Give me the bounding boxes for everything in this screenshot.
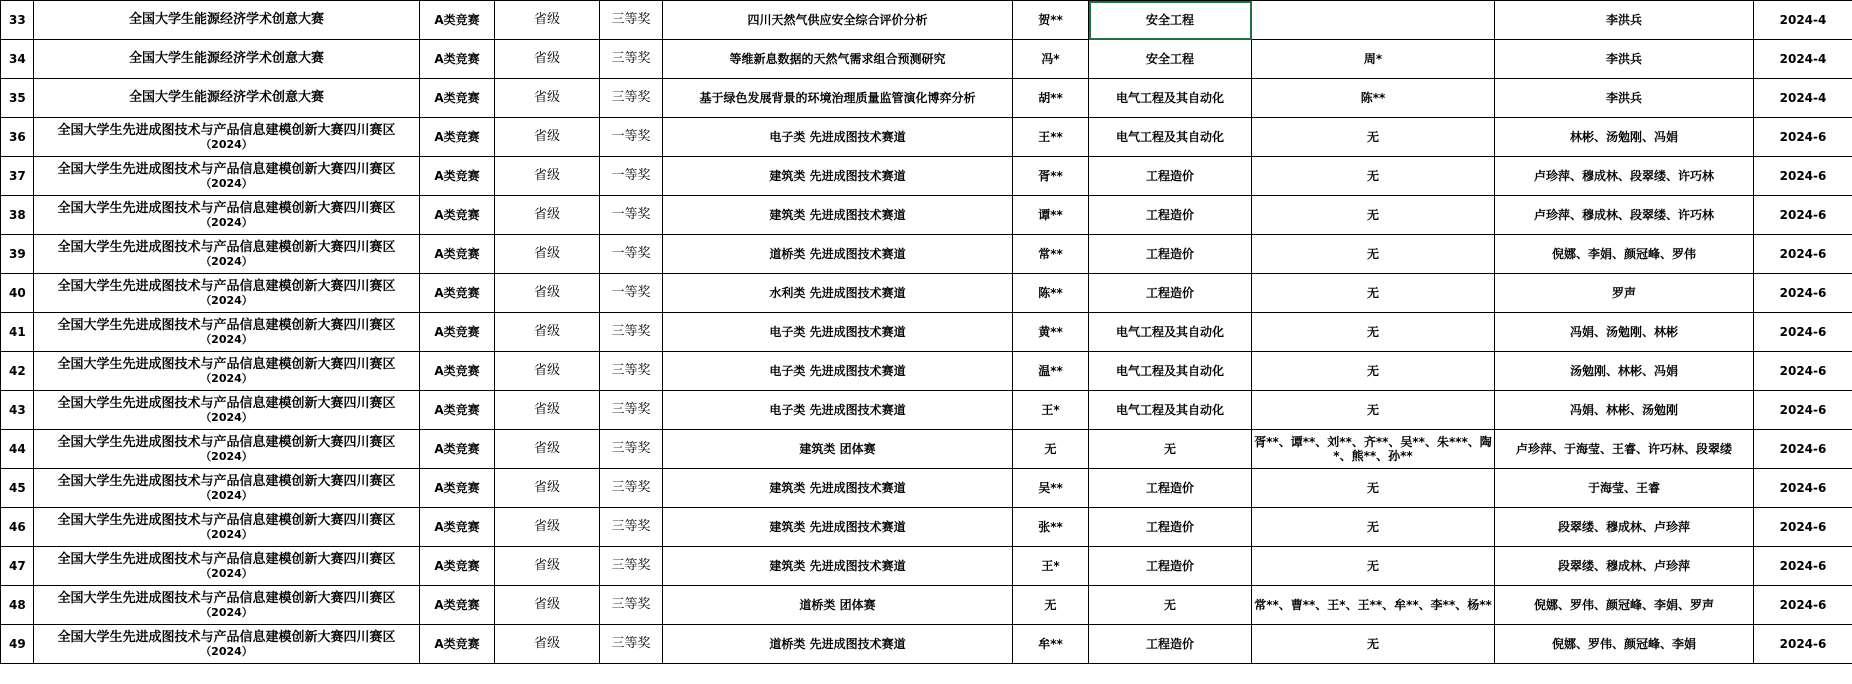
table-row (1, 40, 1852, 79)
category-cell[interactable]: A类竞赛 (420, 118, 495, 157)
prize-cell[interactable]: 三等奖 (600, 547, 663, 586)
competition-year: （2024） (200, 215, 253, 229)
category-cell[interactable]: A类竞赛 (420, 235, 495, 274)
major-cell[interactable]: 无 (1089, 430, 1252, 469)
competition-year: （2024） (200, 410, 253, 424)
major-cell[interactable]: 电气工程及其自动化 (1089, 313, 1252, 352)
competition-cell[interactable] (34, 118, 420, 157)
competition-name: 全国大学生先进成图技术与产品信息建模创新大赛四川赛区 (57, 629, 396, 645)
table-row (1, 313, 1852, 352)
members-cell[interactable]: 无 (1252, 391, 1495, 430)
competition-name: 全国大学生先进成图技术与产品信息建模创新大赛四川赛区 (57, 395, 396, 411)
prize-cell[interactable]: 三等奖 (600, 391, 663, 430)
major-cell[interactable]: 工程造价 (1089, 196, 1252, 235)
advisor-cell[interactable]: 段翠缕、穆成林、卢珍萍 (1495, 547, 1754, 586)
table-row (1, 469, 1852, 508)
project-title-cell[interactable]: 电子类 先进成图技术赛道 (663, 118, 1013, 157)
advisor-cell[interactable]: 段翠缕、穆成林、卢珍萍 (1495, 508, 1754, 547)
members-cell[interactable]: 无 (1252, 313, 1495, 352)
student-cell[interactable]: 牟** (1013, 625, 1089, 664)
members-cell[interactable]: 无 (1252, 118, 1495, 157)
date-cell[interactable]: 2024-6 (1754, 508, 1852, 547)
level-cell[interactable]: 省级 (495, 469, 600, 508)
level-cell[interactable]: 省级 (495, 352, 600, 391)
advisor-cell[interactable]: 李洪兵 (1495, 40, 1754, 79)
table-row (1, 391, 1852, 430)
members-cell[interactable]: 无 (1252, 625, 1495, 664)
members-cell[interactable]: 胥**、谭**、刘**、齐**、吴**、朱***、陶*、熊**、孙** (1252, 430, 1495, 469)
date-cell[interactable]: 2024-6 (1754, 235, 1852, 274)
advisor-cell[interactable]: 汤勉刚、林彬、冯娟 (1495, 352, 1754, 391)
competition-year: （2024） (200, 644, 253, 658)
row-number-cell[interactable]: 35 (1, 79, 34, 118)
competition-name: 全国大学生先进成图技术与产品信息建模创新大赛四川赛区 (57, 317, 396, 333)
project-title-cell[interactable]: 建筑类 先进成图技术赛道 (663, 196, 1013, 235)
date-cell[interactable]: 2024-6 (1754, 157, 1852, 196)
table-row (1, 235, 1852, 274)
competition-name: 全国大学生先进成图技术与产品信息建模创新大赛四川赛区 (57, 356, 396, 372)
competition-name: 全国大学生先进成图技术与产品信息建模创新大赛四川赛区 (57, 434, 396, 450)
major-cell[interactable]: 工程造价 (1089, 274, 1252, 313)
level-cell[interactable]: 省级 (495, 508, 600, 547)
student-cell[interactable]: 冯* (1013, 40, 1089, 79)
student-cell[interactable]: 胡** (1013, 79, 1089, 118)
level-cell[interactable]: 省级 (495, 118, 600, 157)
major-cell[interactable]: 安全工程 (1089, 40, 1252, 79)
level-cell[interactable]: 省级 (495, 196, 600, 235)
members-cell[interactable]: 无 (1252, 196, 1495, 235)
advisor-cell[interactable]: 冯娟、林彬、汤勉刚 (1495, 391, 1754, 430)
competition-cell[interactable] (34, 586, 420, 625)
category-cell[interactable]: A类竞赛 (420, 508, 495, 547)
level-cell[interactable]: 省级 (495, 40, 600, 79)
date-cell[interactable]: 2024-6 (1754, 313, 1852, 352)
members-cell[interactable]: 常**、曹**、王*、王**、牟**、李**、杨** (1252, 586, 1495, 625)
student-cell[interactable]: 王* (1013, 547, 1089, 586)
members-cell[interactable]: 无 (1252, 469, 1495, 508)
competition-cell[interactable] (34, 391, 420, 430)
competition-name: 全国大学生先进成图技术与产品信息建模创新大赛四川赛区 (57, 512, 396, 528)
category-cell[interactable]: A类竞赛 (420, 313, 495, 352)
date-cell[interactable]: 2024-6 (1754, 469, 1852, 508)
row-number-cell[interactable]: 44 (1, 430, 34, 469)
competition-year: （2024） (200, 371, 253, 385)
prize-cell[interactable]: 三等奖 (600, 586, 663, 625)
advisor-cell[interactable]: 卢珍萍、穆成林、段翠缕、许巧林 (1495, 196, 1754, 235)
student-cell[interactable]: 胥** (1013, 157, 1089, 196)
prize-cell[interactable]: 三等奖 (600, 352, 663, 391)
date-cell[interactable]: 2024-4 (1754, 79, 1852, 118)
row-number-cell[interactable]: 39 (1, 235, 34, 274)
members-cell[interactable]: 无 (1252, 508, 1495, 547)
competition-name: 全国大学生先进成图技术与产品信息建模创新大赛四川赛区 (57, 122, 396, 138)
row-number-cell[interactable]: 34 (1, 40, 34, 79)
major-cell[interactable]: 无 (1089, 586, 1252, 625)
date-cell[interactable]: 2024-6 (1754, 625, 1852, 664)
prize-cell[interactable]: 三等奖 (600, 79, 663, 118)
level-cell[interactable]: 省级 (495, 547, 600, 586)
competition-cell[interactable] (34, 469, 420, 508)
level-cell[interactable]: 省级 (495, 586, 600, 625)
competition-year: （2024） (200, 176, 253, 190)
project-title-cell[interactable]: 电子类 先进成图技术赛道 (663, 391, 1013, 430)
prize-cell[interactable]: 三等奖 (600, 469, 663, 508)
competition-cell[interactable] (34, 79, 420, 118)
row-number-cell[interactable]: 48 (1, 586, 34, 625)
advisor-cell[interactable]: 冯娟、汤勉刚、林彬 (1495, 313, 1754, 352)
prize-cell[interactable]: 一等奖 (600, 274, 663, 313)
competition-cell[interactable] (34, 430, 420, 469)
competition-cell[interactable] (34, 1, 420, 40)
competition-year: （2024） (200, 254, 253, 268)
row-number-cell[interactable]: 49 (1, 625, 34, 664)
category-cell[interactable]: A类竞赛 (420, 352, 495, 391)
project-title-cell[interactable]: 建筑类 先进成图技术赛道 (663, 547, 1013, 586)
category-cell[interactable]: A类竞赛 (420, 79, 495, 118)
project-title-cell[interactable]: 等维新息数据的天然气需求组合预测研究 (663, 40, 1013, 79)
student-cell[interactable]: 温** (1013, 352, 1089, 391)
category-cell[interactable]: A类竞赛 (420, 274, 495, 313)
date-cell[interactable]: 2024-6 (1754, 391, 1852, 430)
project-title-cell[interactable]: 建筑类 先进成图技术赛道 (663, 469, 1013, 508)
project-title-cell[interactable]: 道桥类 先进成图技术赛道 (663, 625, 1013, 664)
table-row (1, 352, 1852, 391)
prize-cell[interactable]: 三等奖 (600, 508, 663, 547)
major-cell[interactable]: 电气工程及其自动化 (1089, 118, 1252, 157)
prize-cell[interactable]: 三等奖 (600, 430, 663, 469)
level-cell[interactable]: 省级 (495, 625, 600, 664)
category-cell[interactable]: A类竞赛 (420, 469, 495, 508)
project-title-cell[interactable]: 建筑类 先进成图技术赛道 (663, 157, 1013, 196)
student-cell[interactable]: 无 (1013, 586, 1089, 625)
competition-name: 全国大学生先进成图技术与产品信息建模创新大赛四川赛区 (57, 551, 396, 567)
date-cell[interactable]: 2024-6 (1754, 196, 1852, 235)
competition-year: （2024） (200, 332, 253, 346)
major-cell[interactable]: 工程造价 (1089, 469, 1252, 508)
category-cell[interactable]: A类竞赛 (420, 40, 495, 79)
category-cell[interactable]: A类竞赛 (420, 1, 495, 40)
competition-year: （2024） (200, 605, 253, 619)
major-cell[interactable]: 安全工程 (1089, 1, 1252, 40)
category-cell[interactable]: A类竞赛 (420, 196, 495, 235)
major-cell[interactable]: 电气工程及其自动化 (1089, 352, 1252, 391)
competition-name: 全国大学生先进成图技术与产品信息建模创新大赛四川赛区 (57, 200, 396, 216)
level-cell[interactable]: 省级 (495, 235, 600, 274)
major-cell[interactable]: 电气工程及其自动化 (1089, 79, 1252, 118)
date-cell[interactable]: 2024-6 (1754, 430, 1852, 469)
table-row (1, 547, 1852, 586)
advisor-cell[interactable]: 倪娜、罗伟、颜冠峰、李娟、罗声 (1495, 586, 1754, 625)
members-cell[interactable]: 无 (1252, 235, 1495, 274)
competition-cell[interactable] (34, 547, 420, 586)
competition-year: （2024） (200, 527, 253, 541)
advisor-cell[interactable]: 于海莹、王睿 (1495, 469, 1754, 508)
project-title-cell[interactable]: 电子类 先进成图技术赛道 (663, 313, 1013, 352)
competition-cell[interactable] (34, 625, 420, 664)
date-cell[interactable]: 2024-6 (1754, 352, 1852, 391)
project-title-cell[interactable]: 电子类 先进成图技术赛道 (663, 352, 1013, 391)
competition-cell[interactable] (34, 157, 420, 196)
level-cell[interactable]: 省级 (495, 1, 600, 40)
student-cell[interactable]: 无 (1013, 430, 1089, 469)
date-cell[interactable]: 2024-6 (1754, 274, 1852, 313)
members-cell[interactable]: 无 (1252, 157, 1495, 196)
major-cell[interactable]: 工程造价 (1089, 625, 1252, 664)
prize-cell[interactable]: 一等奖 (600, 196, 663, 235)
student-cell[interactable]: 王** (1013, 118, 1089, 157)
competition-name: 全国大学生先进成图技术与产品信息建模创新大赛四川赛区 (57, 278, 396, 294)
level-cell[interactable]: 省级 (495, 79, 600, 118)
row-number-cell[interactable]: 42 (1, 352, 34, 391)
project-title-cell[interactable]: 建筑类 团体赛 (663, 430, 1013, 469)
student-cell[interactable]: 黄** (1013, 313, 1089, 352)
category-cell[interactable]: A类竞赛 (420, 391, 495, 430)
level-cell[interactable]: 省级 (495, 157, 600, 196)
level-cell[interactable]: 省级 (495, 274, 600, 313)
prize-cell[interactable]: 三等奖 (600, 625, 663, 664)
row-number-cell[interactable]: 41 (1, 313, 34, 352)
student-cell[interactable]: 吴** (1013, 469, 1089, 508)
student-cell[interactable]: 陈** (1013, 274, 1089, 313)
category-cell[interactable]: A类竞赛 (420, 586, 495, 625)
student-cell[interactable]: 谭** (1013, 196, 1089, 235)
competition-name: 全国大学生能源经济学术创意大赛 (128, 51, 324, 66)
members-cell[interactable]: 周* (1252, 40, 1495, 79)
date-cell[interactable]: 2024-6 (1754, 586, 1852, 625)
advisor-cell[interactable]: 罗声 (1495, 274, 1754, 313)
competition-cell[interactable] (34, 313, 420, 352)
project-title-cell[interactable]: 水利类 先进成图技术赛道 (663, 274, 1013, 313)
advisor-cell[interactable]: 倪娜、李娟、颜冠峰、罗伟 (1495, 235, 1754, 274)
members-cell[interactable]: 无 (1252, 352, 1495, 391)
competition-cell[interactable] (34, 235, 420, 274)
student-cell[interactable]: 张** (1013, 508, 1089, 547)
competition-cell[interactable] (34, 40, 420, 79)
row-number-cell[interactable]: 40 (1, 274, 34, 313)
competition-year: （2024） (200, 293, 253, 307)
row-number-cell[interactable]: 43 (1, 391, 34, 430)
advisor-cell[interactable]: 倪娜、罗伟、颜冠峰、李娟 (1495, 625, 1754, 664)
competition-name: 全国大学生能源经济学术创意大赛 (128, 90, 324, 105)
advisor-cell[interactable]: 卢珍萍、于海莹、王睿、许巧林、段翠缕 (1495, 430, 1754, 469)
row-number-cell[interactable]: 38 (1, 196, 34, 235)
competition-year: （2024） (200, 566, 253, 580)
competition-cell[interactable] (34, 508, 420, 547)
row-number-cell[interactable]: 33 (1, 1, 34, 40)
student-cell[interactable]: 常** (1013, 235, 1089, 274)
date-cell[interactable]: 2024-6 (1754, 118, 1852, 157)
major-cell[interactable]: 工程造价 (1089, 157, 1252, 196)
date-cell[interactable]: 2024-4 (1754, 40, 1852, 79)
competition-name: 全国大学生先进成图技术与产品信息建模创新大赛四川赛区 (57, 473, 396, 489)
major-cell[interactable]: 工程造价 (1089, 508, 1252, 547)
table-row (1, 157, 1852, 196)
major-cell[interactable]: 工程造价 (1089, 547, 1252, 586)
prize-cell[interactable]: 一等奖 (600, 118, 663, 157)
row-number-cell[interactable]: 45 (1, 469, 34, 508)
table-body (1, 1, 1852, 664)
competition-year: （2024） (200, 137, 253, 151)
members-cell[interactable]: 陈** (1252, 79, 1495, 118)
competition-name: 全国大学生先进成图技术与产品信息建模创新大赛四川赛区 (57, 239, 396, 255)
category-cell[interactable]: A类竞赛 (420, 547, 495, 586)
advisor-cell[interactable]: 林彬、汤勉刚、冯娟 (1495, 118, 1754, 157)
prize-cell[interactable]: 三等奖 (600, 313, 663, 352)
row-number-cell[interactable]: 37 (1, 157, 34, 196)
project-title-cell[interactable]: 基于绿色发展背景的环境治理质量监管演化博弈分析 (663, 79, 1013, 118)
project-title-cell[interactable]: 四川天然气供应安全综合评价分析 (663, 1, 1013, 40)
advisor-cell[interactable]: 卢珍萍、穆成林、段翠缕、许巧林 (1495, 157, 1754, 196)
date-cell[interactable]: 2024-6 (1754, 547, 1852, 586)
members-cell[interactable] (1252, 1, 1495, 40)
table-row (1, 79, 1852, 118)
prize-cell[interactable]: 三等奖 (600, 40, 663, 79)
advisor-cell[interactable]: 李洪兵 (1495, 79, 1754, 118)
level-cell[interactable]: 省级 (495, 430, 600, 469)
competition-cell[interactable] (34, 196, 420, 235)
advisor-cell[interactable]: 李洪兵 (1495, 1, 1754, 40)
project-title-cell[interactable]: 道桥类 先进成图技术赛道 (663, 235, 1013, 274)
table-row (1, 625, 1852, 664)
major-cell[interactable]: 工程造价 (1089, 235, 1252, 274)
level-cell[interactable]: 省级 (495, 391, 600, 430)
table-row (1, 586, 1852, 625)
category-cell[interactable]: A类竞赛 (420, 157, 495, 196)
date-cell[interactable]: 2024-4 (1754, 1, 1852, 40)
competition-name: 全国大学生能源经济学术创意大赛 (128, 12, 324, 27)
level-cell[interactable]: 省级 (495, 313, 600, 352)
table-row (1, 196, 1852, 235)
prize-cell[interactable]: 一等奖 (600, 235, 663, 274)
prize-cell[interactable]: 一等奖 (600, 157, 663, 196)
competition-cell[interactable] (34, 274, 420, 313)
student-cell[interactable]: 王* (1013, 391, 1089, 430)
row-number-cell[interactable]: 47 (1, 547, 34, 586)
competition-name: 全国大学生先进成图技术与产品信息建模创新大赛四川赛区 (57, 161, 396, 177)
prize-cell[interactable]: 三等奖 (600, 1, 663, 40)
competition-cell[interactable] (34, 352, 420, 391)
table-row (1, 508, 1852, 547)
project-title-cell[interactable]: 道桥类 团体赛 (663, 586, 1013, 625)
major-cell[interactable]: 电气工程及其自动化 (1089, 391, 1252, 430)
category-cell[interactable]: A类竞赛 (420, 430, 495, 469)
category-cell[interactable]: A类竞赛 (420, 625, 495, 664)
student-cell[interactable]: 贺** (1013, 1, 1089, 40)
row-number-cell[interactable]: 36 (1, 118, 34, 157)
project-title-cell[interactable]: 建筑类 先进成图技术赛道 (663, 508, 1013, 547)
table-row (1, 118, 1852, 157)
table-row (1, 430, 1852, 469)
competition-year: （2024） (200, 488, 253, 502)
members-cell[interactable]: 无 (1252, 274, 1495, 313)
table-row (1, 1, 1852, 40)
competition-year: （2024） (200, 449, 253, 463)
members-cell[interactable]: 无 (1252, 547, 1495, 586)
competition-name: 全国大学生先进成图技术与产品信息建模创新大赛四川赛区 (57, 590, 396, 606)
table-row (1, 274, 1852, 313)
row-number-cell[interactable]: 46 (1, 508, 34, 547)
